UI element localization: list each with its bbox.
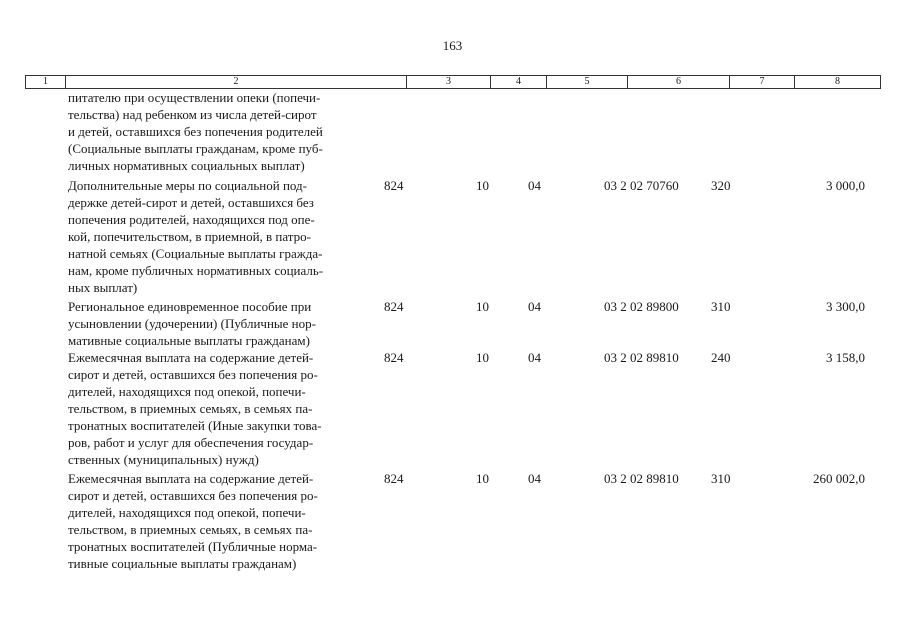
header-col-1: 1 [43,76,48,87]
row-name: Ежемесячная выплата на содержание детей- сирот и детей, оставшихся без попечения ро- дителей, находящихся под опекой, попечи- тельством, в приемных семьях, в семьях па- тронатных воспитателей (Иные закупки това- ров, работ и услуг для обеспечения государ- ственных (муниципальных) нужд) [68,350,322,467]
table-header [25,75,881,89]
row-col-7: 240 [711,350,731,365]
row-col-5: 04 [528,178,541,193]
row-name: Дополнительные меры по социальной под- держке детей-сирот и детей, оставшихся без попечения родителей, находящихся под опе- кой, попечительством, в приемной, в патро- натной семьях (Социальные выплаты гражда- нам, кроме публичных нормативных социаль- ных выплат) [68,178,324,295]
header-col-3: 3 [406,76,490,88]
row-col-7: 320 [711,178,731,193]
row-col-7: 310 [711,299,731,314]
header-col-7: 7 [729,76,794,88]
row-col-8: 3 300,0 [826,299,865,314]
row-name: Ежемесячная выплата на содержание детей- сирот и детей, оставшихся без попечения ро- дителей, находящихся под опекой, попечи- тельством, в приемных семьях, в семьях па- тронатных воспитателей (Публичные норма- тивные социальные выплаты гражданам) [68,471,318,571]
row-col-3: 824 [384,350,404,365]
row-col-3: 824 [384,471,404,486]
row-col-8: 3 158,0 [826,350,865,365]
row-col-5: 04 [528,299,541,314]
row-name: Региональное единовременное пособие при усыновлении (удочерении) (Публичные нор- мативные социальные выплаты гражданам) [68,299,316,348]
row-col-4: 10 [476,299,489,314]
row-col-3: 824 [384,299,404,314]
header-col-5: 5 [546,76,627,88]
row-col-6: 03 2 02 89810 [604,471,679,486]
row-col-6: 03 2 02 70760 [604,178,679,193]
row-col-4: 10 [476,350,489,365]
row-name: питателю при осуществлении опеки (попечи- тельства) над ребенком из числа детей-сирот и детей, оставшихся без попечения родителей (Социальные выплаты гражданам, кроме пуб- личных нормативных социальных выплат) [68,90,323,173]
header-col-8: 8 [794,76,880,88]
row-col-3: 824 [384,178,404,193]
row-col-5: 04 [528,471,541,486]
row-col-4: 10 [476,471,489,486]
header-col-6: 6 [627,76,729,88]
row-col-8: 260 002,0 [813,471,865,486]
row-col-5: 04 [528,350,541,365]
row-col-7: 310 [711,471,731,486]
row-col-6: 03 2 02 89800 [604,299,679,314]
page-number: 163 [442,38,463,53]
row-col-8: 3 000,0 [826,178,865,193]
header-col-2: 2 [65,76,406,88]
row-col-6: 03 2 02 89810 [604,350,679,365]
header-col-4: 4 [490,76,546,88]
row-col-4: 10 [476,178,489,193]
